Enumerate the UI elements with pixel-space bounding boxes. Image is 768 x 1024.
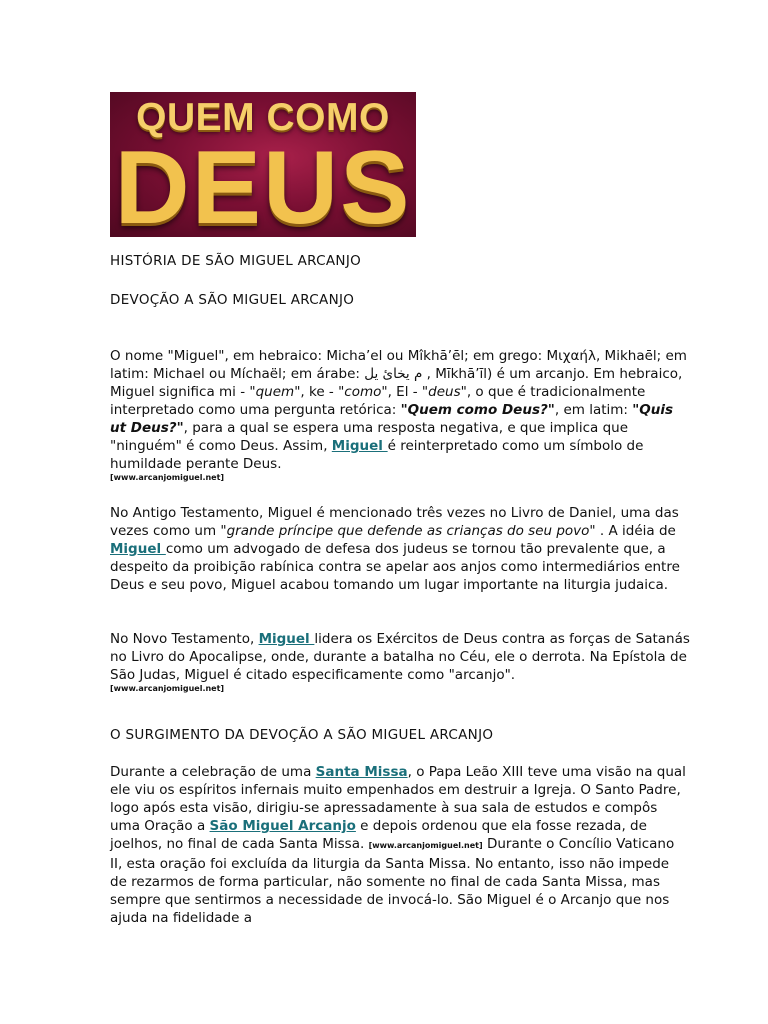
p1-quis-ut-deus: "Quis ut Deus?": [110, 402, 674, 436]
quem-como-deus-banner-image: [110, 92, 416, 237]
paragraph-surgimento: [110, 763, 690, 927]
sao-miguel-arcanjo-link[interactable]: São Miguel Arcanjo: [209, 818, 356, 834]
document-page: [110, 92, 690, 926]
p2-text-2: " . A idéia de: [589, 523, 676, 539]
paragraph-antigo-testamento: [110, 504, 690, 594]
p1-text-3: ", El - ": [381, 384, 429, 400]
p4-text-2: , o Papa Leão XIII teve uma visão na qual ele viu os espíritos infernais muito empenhados em destruir a Igreja. O Santo Padre, logo após esta visão, dirigiu-se apressadamente à sua sala de estudos e compôs uma Oração a: [110, 764, 686, 834]
paragraph-novo-testamento: [110, 630, 690, 694]
p2-text-1: No Antigo Testamento, Miguel é mencionado três vezes no Livro de Daniel, uma das vezes como um ": [110, 505, 679, 539]
source-citation-1: [www.arcanjomiguel.net]: [110, 473, 225, 482]
p1-text-5: , em latim:: [554, 402, 633, 418]
heading-devocao: DEVOÇÃO A SÃO MIGUEL ARCANJO: [110, 292, 355, 308]
p1-text-7: é reinterpretado como um símbolo de humildade perante Deus.: [110, 438, 644, 472]
miguel-link-2[interactable]: Miguel: [110, 541, 166, 557]
paragraph-name-meaning: [110, 347, 690, 483]
santa-missa-link[interactable]: Santa Missa: [315, 764, 408, 780]
p1-deus: deus: [428, 384, 461, 400]
source-citation-3: [www.arcanjomiguel.net]: [368, 841, 483, 850]
p1-quem-como-deus: "Quem como Deus?": [400, 402, 555, 418]
p4-text-3: e depois ordenou que ela fosse rezada, de joelhos, no final de cada Santa Missa.: [110, 818, 647, 852]
miguel-link-1[interactable]: Miguel: [331, 438, 388, 454]
p2-text-3: como um advogado de defesa dos judeus se tornou tão prevalente que, a despeito da proibição rabínica contra se apelar aos anjos como intermediários entre Deus e seu povo, Miguel acabou tomando um lugar importante na liturgia judaica.: [110, 541, 680, 593]
p3-text-1: No Novo Testamento,: [110, 631, 259, 647]
heading-surgimento: O SURGIMENTO DA DEVOÇÃO A SÃO MIGUEL ARCANJO: [110, 727, 494, 743]
p1-como: como: [344, 384, 382, 400]
source-citation-2: [www.arcanjomiguel.net]: [110, 684, 225, 693]
heading-historia: HISTÓRIA DE SÃO MIGUEL ARCANJO: [110, 253, 362, 269]
p1-text-4: ", o que é tradicionalmente interpretado como uma pergunta retórica:: [110, 384, 646, 418]
p1-text-2: ", ke - ": [294, 384, 345, 400]
p3-text-2: lidera os Exércitos de Deus contra as forças de Satanás no Livro do Apocalipse, onde, durante a batalha no Céu, ele o derrota. Na Epístola de São Judas, Miguel é citado especificamente como "arcanjo".: [110, 631, 690, 683]
p4-text-1: Durante a celebração de uma: [110, 764, 316, 780]
banner-line2: DEUS: [114, 130, 412, 237]
p4-text-4: Durante o Concílio Vaticano II, esta oração foi excluída da liturgia da Santa Missa. No entanto, isso não impede de rezarmos de forma particular, não somente no final de cada Santa Missa, mas sempre que sentirmos a necessidade de invocá-lo. São Miguel é o Arcanjo que nos ajuda na fidelidade a: [110, 836, 675, 926]
p1-text-1: O nome "Miguel", em hebraico: Micha’el ou Mîkhā’ēl; em grego: Μιχαήλ, Mikhaēl; em latim: Michael ou Míchaël; em árabe: م يخائ يل , Mīkhā’īl) é um arcanjo. Em hebraico, Miguel significa mi - ": [110, 348, 687, 400]
banner-line1: QUEM COMO: [136, 96, 390, 139]
miguel-link-3[interactable]: Miguel: [258, 631, 315, 647]
p2-quote: grande príncipe que defende as crianças do seu povo: [226, 523, 590, 539]
p1-text-6: , para a qual se espera uma resposta negativa, e que implica que "ninguém" é como Deus. Assim,: [110, 420, 629, 454]
p1-quem: quem: [255, 384, 295, 400]
